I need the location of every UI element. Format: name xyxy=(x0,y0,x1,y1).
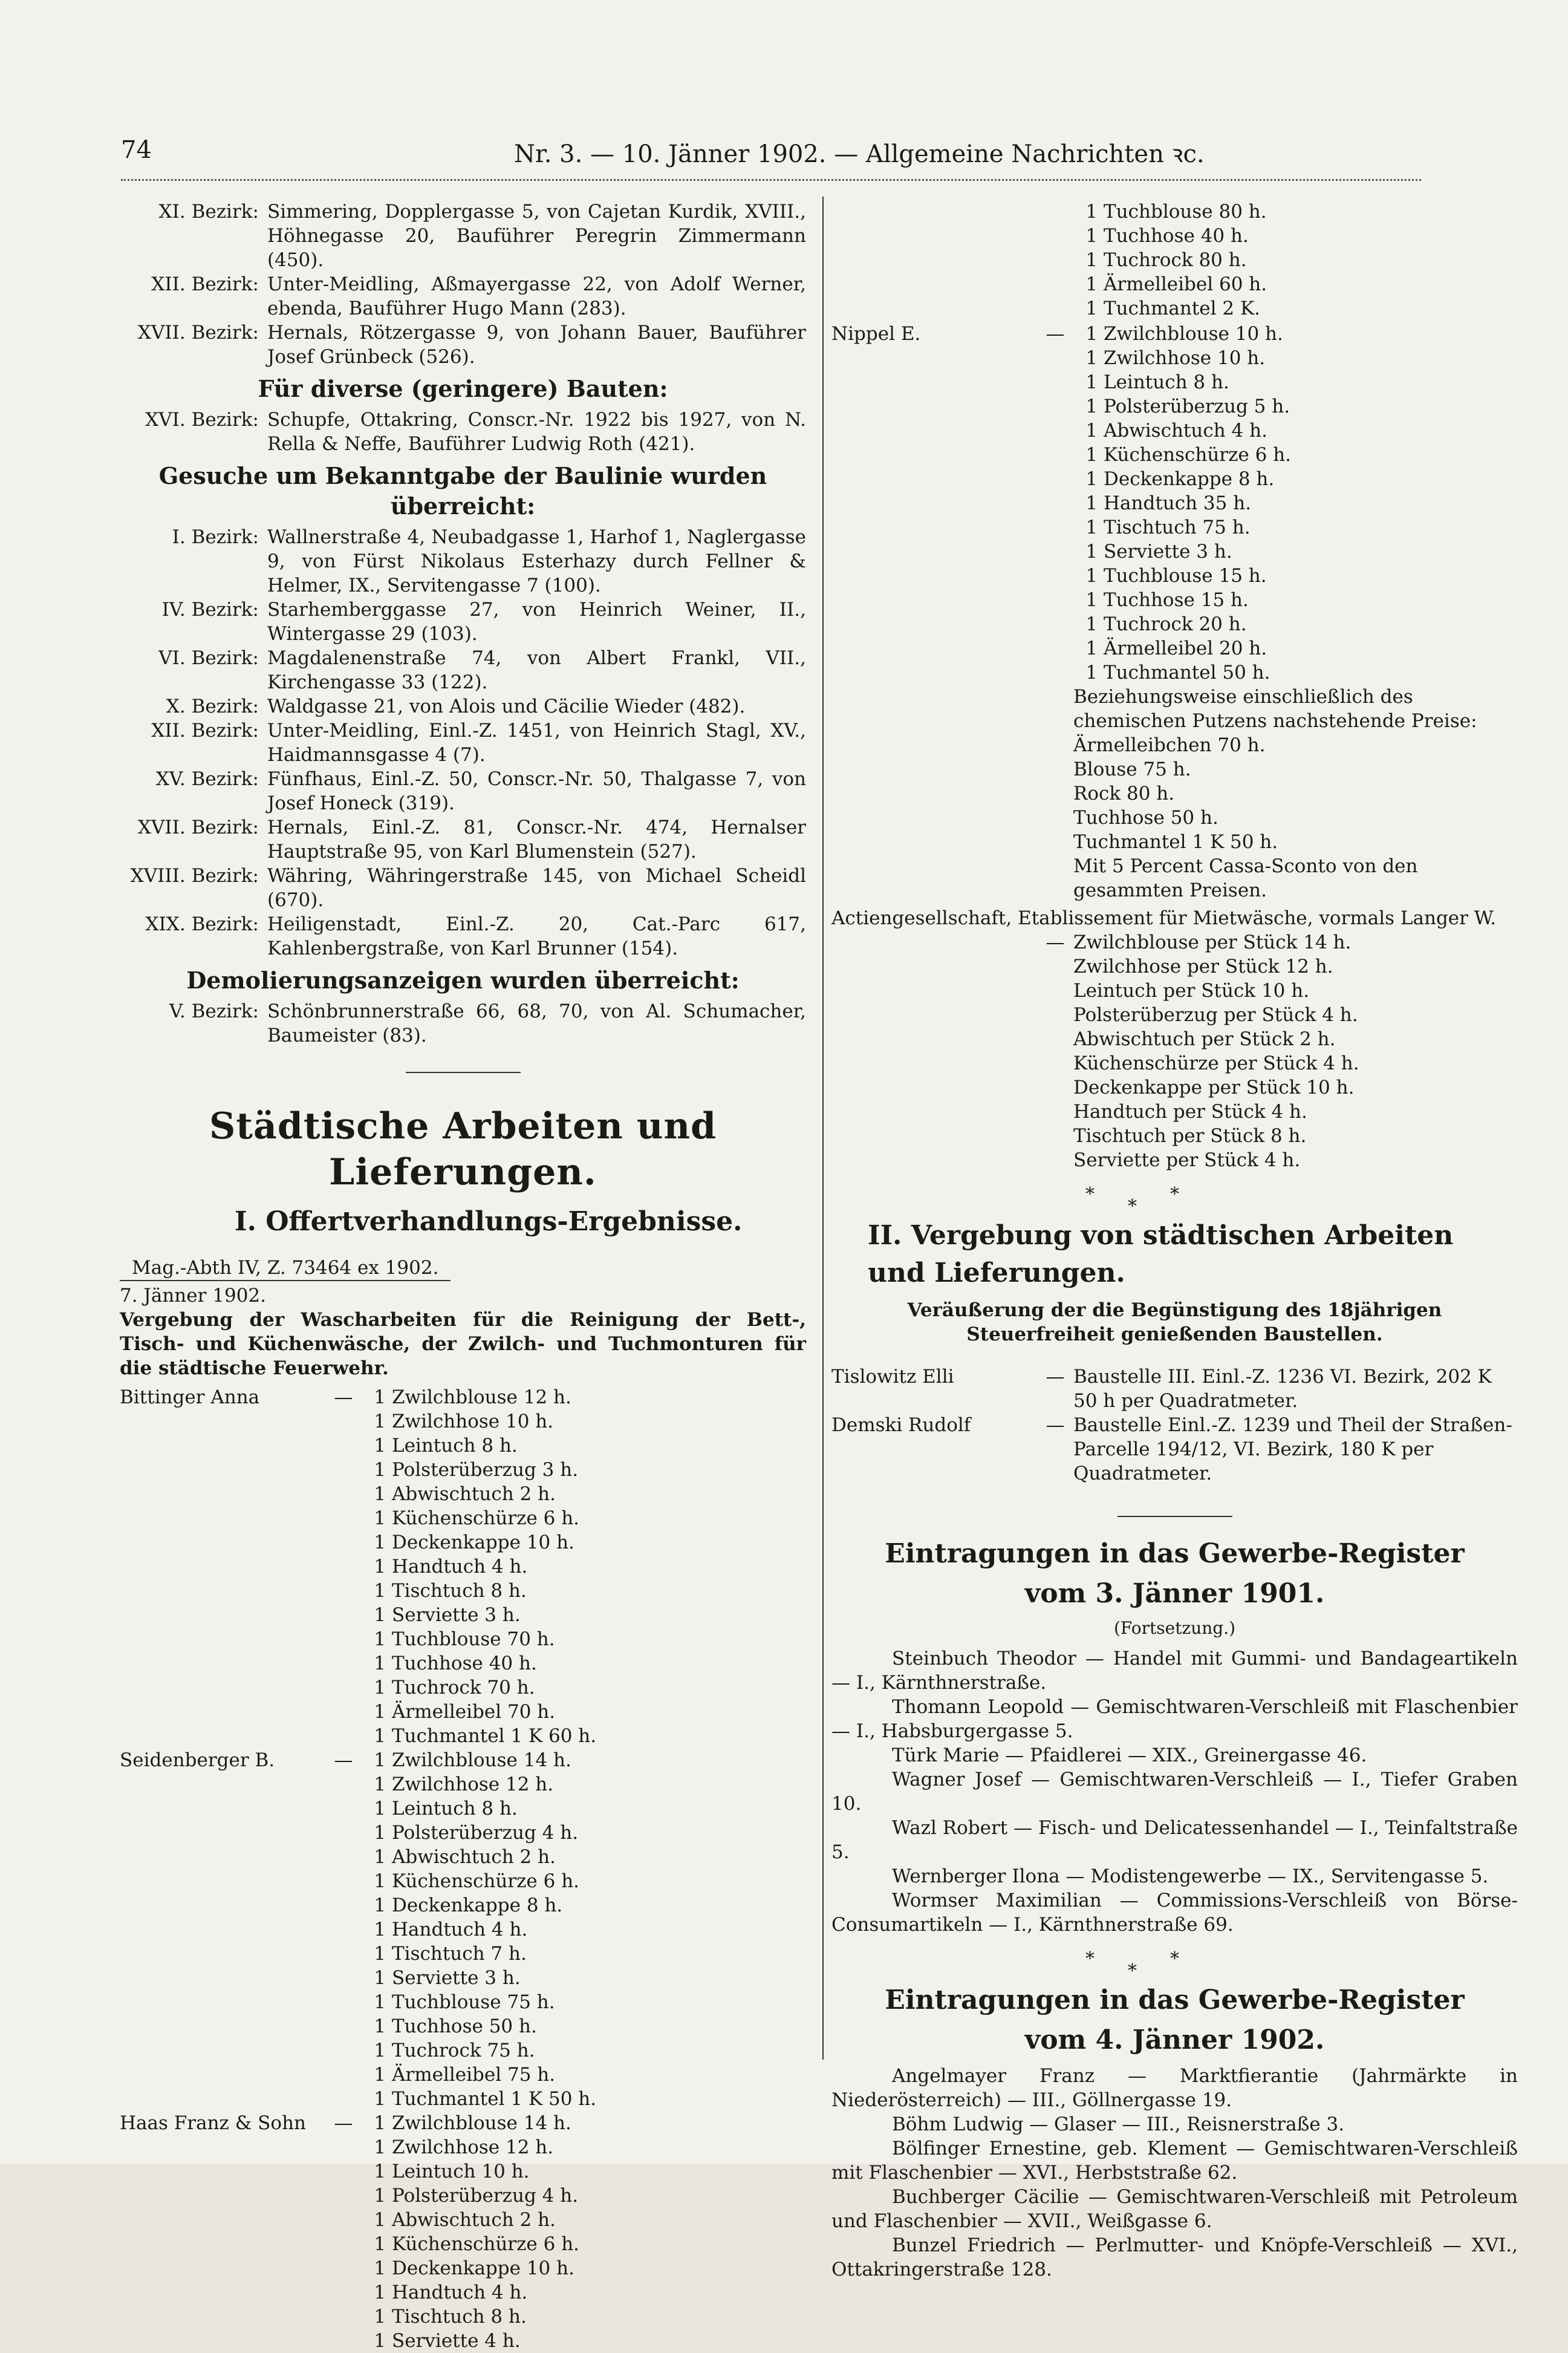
price-row: Bittinger Anna — 1 Zwilchblouse 12 h. xyxy=(120,1385,806,1409)
bauten-list xyxy=(120,200,806,369)
price-row: Nippel E. — 1 Zwilchblouse 10 h. xyxy=(831,322,1518,346)
price-row: 1 Tuchblouse 75 h. xyxy=(120,1990,806,2014)
price-item: Tuchblouse 70 h. xyxy=(392,1628,555,1650)
vendor-name xyxy=(120,1676,325,1700)
price-row: 1 Tuchblouse 80 h. xyxy=(831,200,1518,224)
price-row: Zwilchhose per Stück 12 h. xyxy=(1073,956,1333,977)
price-row: Seidenberger B. — 1 Zwilchblouse 14 h. xyxy=(120,1748,806,1772)
register-date: vom 3. Jänner 1901. xyxy=(1024,1578,1325,1609)
vendor-name xyxy=(120,1821,325,1845)
nippel-extra-prices xyxy=(831,685,1518,902)
price-item: Handtuch 4 h. xyxy=(392,1556,528,1578)
vendor-name xyxy=(120,1458,325,1482)
vendor-name xyxy=(120,2329,325,2353)
price-note: Beziehungsweise einschließlich des chemischen Putzens nachstehende Preise: xyxy=(1073,686,1477,732)
bezirk-entry: IV. Bezirk: Starhemberggasse 27, von Heinrich Weiner, II., Wintergasse 29 (103). xyxy=(161,599,806,645)
price-row: Polsterüberzug per Stück 4 h. xyxy=(1073,1004,1358,1026)
price-item: Ärmelleibel 20 h. xyxy=(1104,638,1267,659)
price-item: Handtuch 4 h. xyxy=(392,2282,528,2303)
price-item: Deckenkappe 10 h. xyxy=(392,2257,574,2279)
section-heading: Für diverse (geringere) Bauten: xyxy=(258,375,668,402)
price-item: Deckenkappe 8 h. xyxy=(1104,468,1275,490)
sale-entry: Demski Rudolf — Baustelle Einl.-Z. 1239 und Theil der Straßen-Parcelle 194/12, VI. Bezirk, 180 K per Quadratmeter. xyxy=(831,1414,1512,1484)
price-item: Ärmelleibel 75 h. xyxy=(392,2064,556,2086)
price-item: Leintuch 8 h. xyxy=(392,1798,518,1819)
price-row: 1 Tischtuch 75 h. xyxy=(831,515,1518,540)
price-item: Tuchblouse 80 h. xyxy=(1104,201,1267,223)
price-row: 1 Tuchmantel 2 K. xyxy=(831,296,1518,321)
price-row: 1 Tuchrock 75 h. xyxy=(120,2038,806,2063)
price-row: 1 Abwischtuch 2 h. xyxy=(120,1482,806,1506)
register-entry: Bunzel Friedrich — Perlmutter- und Knöpfe-Verschleiß — XVI., Ottakringerstraße 128. xyxy=(831,2234,1518,2280)
vendor-name xyxy=(120,1555,325,1579)
price-row: Tischtuch per Stück 8 h. xyxy=(1073,1125,1307,1147)
vendor-name xyxy=(120,1603,325,1627)
price-item: Tuchmantel 1 K 50 h. xyxy=(392,2088,597,2110)
vendor-name xyxy=(120,1627,325,1651)
price-item: Polsterüberzug 4 h. xyxy=(392,2185,579,2207)
price-row: 1 Deckenkappe 10 h. xyxy=(120,2256,806,2280)
price-row: 1 Tuchrock 80 h. xyxy=(831,248,1518,272)
price-item: Tuchhose 15 h. xyxy=(1104,589,1249,611)
vendor-name xyxy=(831,224,1037,248)
bezirk-entry: X. Bezirk: Waldgasse 21, von Alois und Cäcilie Wieder (482). xyxy=(166,696,746,717)
price-row: 1 Abwischtuch 2 h. xyxy=(120,1845,806,1869)
vendor-name xyxy=(120,2087,325,2111)
price-row: Küchenschürze per Stück 4 h. xyxy=(1073,1052,1359,1074)
price-row: 1 Deckenkappe 8 h. xyxy=(120,1893,806,1917)
vendor-name xyxy=(120,1990,325,2014)
register-entry: Wormser Maximilian — Commissions-Verschleiß von Börse-Consumartikeln — I., Kärnthnerstraße 69. xyxy=(831,1890,1518,1936)
register-entries xyxy=(831,1646,1518,1937)
price-item: Tuchrock 80 h. xyxy=(1104,249,1247,271)
main-title: Städtische Arbeiten und Lieferungen. xyxy=(209,1105,717,1193)
vendor-name xyxy=(120,2184,325,2208)
price-row: 1 Küchenschürze 6 h. xyxy=(120,1869,806,1893)
section-title: II. Vergebung von städtischen Arbeiten und Lieferungen. xyxy=(868,1220,1454,1288)
vendor-name xyxy=(831,588,1037,612)
price-item: Leintuch 8 h. xyxy=(392,1435,518,1457)
price-item: Leintuch 8 h. xyxy=(1104,371,1229,393)
price-item: Zwilchblouse 10 h. xyxy=(1104,323,1283,345)
vendor-name xyxy=(120,1579,325,1603)
bezirk-entry: XII. Bezirk: Unter-Meidling, Aßmayergasse 22, von Adolf Werner, ebenda, Bauführer Hugo Mann (283). xyxy=(151,273,806,319)
section-subtitle: Veräußerung der die Begünstigung des 18jährigen Steuerfreiheit genießenden Baustellen. xyxy=(907,1299,1442,1345)
register-entries xyxy=(831,2064,1518,2282)
left-column xyxy=(120,200,806,2353)
price-row: 1 Zwilchhose 12 h. xyxy=(120,2135,806,2159)
vendor-name xyxy=(831,612,1037,636)
vendor-name: Actiengesellschaft, Etablissement für Mietwäsche, vormals Langer W. xyxy=(831,907,1497,929)
price-row: Leintuch per Stück 10 h. xyxy=(1073,980,1310,1002)
price-row: 1 Tischtuch 8 h. xyxy=(120,1579,806,1603)
price-item: Serviette 4 h. xyxy=(392,2330,521,2352)
vendor-name xyxy=(120,1530,325,1555)
price-row: 1 Polsterüberzug 5 h. xyxy=(831,394,1518,419)
price-item: Tischtuch 75 h. xyxy=(1104,517,1251,538)
section-stars: * * * xyxy=(1085,1184,1179,1217)
vendor-name xyxy=(120,2159,325,2184)
price-row: 1 Tuchblouse 70 h. xyxy=(120,1627,806,1651)
vendor-name: Nippel E. xyxy=(831,323,921,345)
vendor-name: Seidenberger B. xyxy=(120,1749,275,1771)
price-item: Tuchrock 70 h. xyxy=(392,1677,535,1699)
price-item: Tuchhose 40 h. xyxy=(392,1653,537,1674)
price-item: Küchenschürze 6 h. xyxy=(392,1870,580,1892)
vendor-name xyxy=(831,661,1037,685)
price-row: 1 Serviette 3 h. xyxy=(120,1603,806,1627)
price-row: 1 Ärmelleibel 20 h. xyxy=(831,636,1518,661)
vendor-price-lists xyxy=(120,1385,806,2353)
price-row: 1 Abwischtuch 4 h. xyxy=(831,419,1518,443)
price-row: 1 Leintuch 10 h. xyxy=(120,2159,806,2184)
price-row: 1 Ärmelleibel 75 h. xyxy=(120,2063,806,2087)
vendor-name xyxy=(120,1772,325,1797)
price-item: Leintuch 10 h. xyxy=(392,2161,530,2182)
price-row: 1 Tuchblouse 15 h. xyxy=(831,564,1518,588)
vendor-name xyxy=(120,2038,325,2063)
vendor-name xyxy=(831,564,1037,588)
price-row: Haas Franz & Sohn — 1 Zwilchblouse 14 h. xyxy=(120,2111,806,2135)
right-column xyxy=(831,200,1518,2282)
price-row: 1 Leintuch 8 h. xyxy=(120,1797,806,1821)
register-title: Eintragungen in das Gewerbe-Register xyxy=(885,1985,1465,2015)
price-item: Küchenschürze 6 h. xyxy=(1104,444,1292,466)
price-item: Abwischtuch 2 h. xyxy=(392,1483,556,1505)
register-entry: Thomann Leopold — Gemischtwaren-Verschleiß mit Flaschenbier — I., Habsburgergasse 5. xyxy=(831,1696,1518,1742)
price-item: Zwilchblouse 14 h. xyxy=(392,2112,571,2134)
vendor-name: Bittinger Anna xyxy=(120,1386,260,1408)
register-entry: Buchberger Cäcilie — Gemischtwaren-Verschleiß mit Petroleum und Flaschenbier — XVII., Weißgasse 6. xyxy=(831,2186,1518,2232)
price-item: Zwilchhose 12 h. xyxy=(392,1774,554,1795)
price-item: Handtuch 4 h. xyxy=(392,1919,528,1940)
price-row: 1 Tuchhose 40 h. xyxy=(120,1651,806,1676)
vendor-name xyxy=(831,515,1037,540)
continued-price-list xyxy=(831,200,1518,321)
vendor-name xyxy=(831,272,1037,296)
vendor-name xyxy=(120,1917,325,1942)
price-row: 1 Ärmelleibel 70 h. xyxy=(120,1700,806,1724)
register-entry: Türk Marie — Pfaidlerei — XIX., Greinergasse 46. xyxy=(892,1744,1367,1766)
price-item: Serviette 3 h. xyxy=(1104,541,1232,563)
vendor-name: Haas Franz & Sohn xyxy=(120,2112,307,2134)
price-item: Zwilchblouse 14 h. xyxy=(392,1749,571,1771)
bezirk-entry: XII. Bezirk: Unter-Meidling, Einl.-Z. 1451, von Heinrich Stagl, XV., Haidmannsgasse 4 (7). xyxy=(151,720,806,766)
price-item: Tischtuch 8 h. xyxy=(392,2306,527,2328)
vendor-name xyxy=(120,1434,325,1458)
price-row: 1 Handtuch 4 h. xyxy=(120,2280,806,2305)
price-row: Serviette per Stück 4 h. xyxy=(1073,1149,1301,1171)
price-row: — Zwilchblouse per Stück 14 h. xyxy=(1046,932,1352,953)
vendor-name xyxy=(831,636,1037,661)
price-row: 1 Zwilchhose 10 h. xyxy=(120,1409,806,1434)
vendor-name xyxy=(120,2232,325,2256)
vendor-name xyxy=(831,370,1037,394)
register-entry: Wagner Josef — Gemischtwaren-Verschleiß — I., Tiefer Graben 10. xyxy=(831,1769,1518,1815)
vendor-name xyxy=(831,394,1037,419)
vendor-name xyxy=(120,1966,325,1990)
price-row: 1 Deckenkappe 10 h. xyxy=(120,1530,806,1555)
actien-price-list xyxy=(831,930,1518,1172)
vendor-name xyxy=(831,467,1037,491)
price-row: 1 Polsterüberzug 3 h. xyxy=(120,1458,806,1482)
bezirk-entry: XVII. Bezirk: Hernals, Einl.-Z. 81, Conscr.-Nr. 474, Hernalser Hauptstraße 95, von Karl Blumenstein (527). xyxy=(137,817,806,863)
price-row: 1 Abwischtuch 2 h. xyxy=(120,2208,806,2232)
vendor-name xyxy=(120,1797,325,1821)
price-item: Tuchhose 50 h. xyxy=(392,2015,537,2037)
continuation-note: (Fortsetzung.) xyxy=(1113,1618,1236,1638)
price-item: Serviette 3 h. xyxy=(392,1967,521,1989)
price-item: Küchenschürze 6 h. xyxy=(392,2233,580,2255)
vendor-name xyxy=(831,296,1037,321)
price-row: 1 Tuchrock 20 h. xyxy=(831,612,1518,636)
price-item: Zwilchhose 10 h. xyxy=(1104,347,1266,369)
price-row: 1 Deckenkappe 8 h. xyxy=(831,467,1518,491)
price-row: 1 Handtuch 4 h. xyxy=(120,1917,806,1942)
page-number: 74 xyxy=(121,136,152,164)
vendor-name xyxy=(120,1506,325,1530)
price-item: Tuchblouse 75 h. xyxy=(392,1991,555,2013)
header-rule xyxy=(121,179,1421,181)
price-row: 1 Serviette 3 h. xyxy=(120,1966,806,1990)
price-item: Tuchhose 40 h. xyxy=(1104,225,1249,247)
price-row: Rock 80 h. xyxy=(1073,783,1175,804)
price-row: Tuchhose 50 h. xyxy=(1073,807,1218,829)
baustellen-list xyxy=(831,1365,1518,1486)
divider xyxy=(406,1072,521,1073)
price-item: Ärmelleibel 70 h. xyxy=(392,1701,556,1723)
price-item: Abwischtuch 2 h. xyxy=(392,2209,556,2231)
register-entry: Angelmayer Franz — Marktfierantie (Jahrmärkte in Niederösterreich) — III., Göllnergasse 19. xyxy=(831,2065,1518,2111)
bezirk-entry: V. Bezirk: Schönbrunnerstraße 66, 68, 70, von Al. Schumacher, Baumeister (83). xyxy=(169,1000,806,1046)
vendor-name xyxy=(831,248,1037,272)
vendor-name xyxy=(831,346,1037,370)
vendor-name xyxy=(120,2135,325,2159)
price-item: Küchenschürze 6 h. xyxy=(392,1507,580,1529)
price-item: Serviette 3 h. xyxy=(392,1604,521,1626)
price-row: 1 Leintuch 8 h. xyxy=(120,1434,806,1458)
vendor-name xyxy=(831,419,1037,443)
section-heading: Gesuche um Bekanntgabe der Baulinie wurden überreicht: xyxy=(158,462,767,520)
price-row: 1 Serviette 4 h. xyxy=(120,2329,806,2353)
vendor-name xyxy=(120,1482,325,1506)
bezirk-entry: VI. Bezirk: Magdalenenstraße 74, von Albert Frankl, VII., Kirchengasse 33 (122). xyxy=(158,647,806,693)
vendor-name xyxy=(120,2014,325,2038)
bezirk-entry: XVI. Bezirk: Schupfe, Ottakring, Conscr.-Nr. 1922 bis 1927, von N. Rella & Neffe, Bauführer Ludwig Roth (421). xyxy=(145,409,806,455)
register-entry: Bölfinger Ernestine, geb. Klement — Gemischtwaren-Verschleiß mit Flaschenbier — XVI., Herbststraße 62. xyxy=(831,2138,1518,2184)
price-item: Ärmelleibel 60 h. xyxy=(1104,273,1267,295)
price-row: 1 Tuchmantel 50 h. xyxy=(831,661,1518,685)
bezirk-entry: XV. Bezirk: Fünfhaus, Einl.-Z. 50, Conscr.-Nr. 50, Thalgasse 7, von Josef Honeck (319). xyxy=(155,768,806,814)
price-item: Tuchmantel 1 K 60 h. xyxy=(392,1725,597,1747)
reference-line: Mag.-Abth IV, Z. 73464 ex 1902. xyxy=(120,1256,451,1281)
vendor-name xyxy=(120,1942,325,1966)
price-row: Mit 5 Percent Cassa-Sconto von den gesammten Preisen. xyxy=(1073,855,1418,901)
price-row: 1 Tuchhose 40 h. xyxy=(831,224,1518,248)
price-row: Blouse 75 h. xyxy=(1073,759,1191,780)
vendor-name xyxy=(831,491,1037,515)
price-item: Deckenkappe 8 h. xyxy=(392,1894,563,1916)
vendor-name xyxy=(120,2305,325,2329)
price-row: 1 Leintuch 8 h. xyxy=(831,370,1518,394)
price-row: 1 Handtuch 4 h. xyxy=(120,1555,806,1579)
register-entry: Wazl Robert — Fisch- und Delicatessenhandel — I., Teinfaltstraße 5. xyxy=(831,1817,1518,1863)
section-stars: * * * xyxy=(1085,1948,1179,1982)
section-heading: Demolierungsanzeigen wurden überreicht: xyxy=(186,967,740,994)
vendor-name xyxy=(831,200,1037,224)
price-item: Tuchblouse 15 h. xyxy=(1104,565,1267,587)
sale-entry: Tislowitz Elli — Baustelle III. Einl.-Z. 1236 VI. Bezirk, 202 K 50 h per Quadratmeter. xyxy=(831,1366,1492,1412)
price-item: Polsterüberzug 5 h. xyxy=(1104,396,1290,417)
column-divider xyxy=(822,197,824,2060)
price-row: 1 Küchenschürze 6 h. xyxy=(831,443,1518,467)
bezirk-entry: I. Bezirk: Wallnerstraße 4, Neubadgasse 1, Harhof 1, Naglergasse 9, von Fürst Nikolaus Esterhazy durch Fellner & Helmer, IX., Servitengasse 7 (100). xyxy=(172,526,806,596)
price-item: Tuchmantel 2 K. xyxy=(1104,298,1260,319)
price-item: Tuchmantel 50 h. xyxy=(1104,662,1270,684)
running-header: Nr. 3. — 10. Jänner 1902. — Allgemeine Nachrichten ꝛc. xyxy=(514,140,1205,168)
price-item: Zwilchhose 12 h. xyxy=(392,2136,554,2158)
vendor-name xyxy=(120,2256,325,2280)
vendor-name xyxy=(120,2063,325,2087)
price-item: Tischtuch 7 h. xyxy=(392,1943,527,1965)
price-item: Tuchrock 20 h. xyxy=(1104,613,1247,635)
vendor-name xyxy=(120,1651,325,1676)
vendor-name xyxy=(120,2208,325,2232)
register-entry: Böhm Ludwig — Glaser — III., Reisnerstraße 3. xyxy=(892,2113,1345,2135)
vendor-name xyxy=(831,443,1037,467)
price-row: 1 Tuchrock 70 h. xyxy=(120,1676,806,1700)
price-item: Zwilchblouse 12 h. xyxy=(392,1386,571,1408)
vendor-name xyxy=(120,1845,325,1869)
price-row: Tuchmantel 1 K 50 h. xyxy=(1073,831,1278,853)
price-row: 1 Handtuch 35 h. xyxy=(831,491,1518,515)
bezirk-entry: XVII. Bezirk: Hernals, Rötzergasse 9, von Johann Bauer, Bauführer Josef Grünbeck (526). xyxy=(137,322,806,368)
price-item: Polsterüberzug 4 h. xyxy=(392,1822,579,1844)
price-row: 1 Polsterüberzug 4 h. xyxy=(120,1821,806,1845)
price-row: 1 Küchenschürze 6 h. xyxy=(120,1506,806,1530)
vendor-name xyxy=(120,1869,325,1893)
price-row: Abwischtuch per Stück 2 h. xyxy=(1073,1028,1336,1050)
register-entry: Wernberger Ilona — Modistengewerbe — IX., Servitengasse 5. xyxy=(892,1865,1489,1887)
price-row: Deckenkappe per Stück 10 h. xyxy=(1073,1077,1355,1098)
vendor-nippel xyxy=(831,322,1518,685)
register-entry: Steinbuch Theodor — Handel mit Gummi- und Bandageartikeln — I., Kärnthnerstraße. xyxy=(831,1648,1518,1694)
bezirk-entry: XIX. Bezirk: Heiligenstadt, Einl.-Z. 20, Cat.-Parc 617, Kahlenbergstraße, von Karl Brunner (154). xyxy=(145,913,806,959)
price-row: 1 Serviette 3 h. xyxy=(831,540,1518,564)
price-row: 1 Tuchhose 15 h. xyxy=(831,588,1518,612)
sub-title: I. Offertverhandlungs-Ergebnisse. xyxy=(235,1206,743,1237)
price-row: 1 Polsterüberzug 4 h. xyxy=(120,2184,806,2208)
price-item: Abwischtuch 4 h. xyxy=(1104,420,1267,442)
price-row: 1 Küchenschürze 6 h. xyxy=(120,2232,806,2256)
price-row: 1 Tuchmantel 1 K 60 h. xyxy=(120,1724,806,1748)
price-row: 1 Tuchmantel 1 K 50 h. xyxy=(120,2087,806,2111)
bezirk-entry: XI. Bezirk: Simmering, Dopplergasse 5, von Cajetan Kurdik, XVIII., Höhnegasse 20, Bauführer Peregrin Zimmermann (450). xyxy=(158,201,806,271)
vendor-name xyxy=(120,1409,325,1434)
price-item: Zwilchhose 10 h. xyxy=(392,1411,554,1432)
divider xyxy=(1117,1516,1232,1517)
baulinie-list xyxy=(120,525,806,961)
price-row: 1 Ärmelleibel 60 h. xyxy=(831,272,1518,296)
register-date: vom 4. Jänner 1902. xyxy=(1024,2025,1325,2055)
price-item: Tischtuch 8 h. xyxy=(392,1580,527,1602)
vergebung-text: Vergebung der Wascharbeiten für die Reinigung der Bett-, Tisch- und Küchenwäsche, der Zwilch- und Tuchmonturen für die städtische Feuerwehr. xyxy=(120,1309,806,1379)
price-item: Deckenkappe 10 h. xyxy=(392,1532,574,1553)
vendor-name xyxy=(120,1893,325,1917)
price-item: Abwischtuch 2 h. xyxy=(392,1846,556,1868)
price-item: Handtuch 35 h. xyxy=(1104,492,1252,514)
price-row: Handtuch per Stück 4 h. xyxy=(1073,1101,1307,1123)
vendor-name xyxy=(831,540,1037,564)
date-line: 7. Jänner 1902. xyxy=(120,1285,267,1307)
price-row: 1 Tischtuch 7 h. xyxy=(120,1942,806,1966)
price-row: 1 Zwilchhose 12 h. xyxy=(120,1772,806,1797)
price-item: Polsterüberzug 3 h. xyxy=(392,1459,579,1481)
vendor-name xyxy=(120,1700,325,1724)
price-row: 1 Tischtuch 8 h. xyxy=(120,2305,806,2329)
price-row: 1 Tuchhose 50 h. xyxy=(120,2014,806,2038)
register-title: Eintragungen in das Gewerbe-Register xyxy=(885,1538,1465,1569)
vendor-name xyxy=(120,2280,325,2305)
price-row: 1 Zwilchhose 10 h. xyxy=(831,346,1518,370)
price-item: Tuchrock 75 h. xyxy=(392,2040,535,2061)
bezirk-entry: XVIII. Bezirk: Währing, Währingerstraße 145, von Michael Scheidl (670). xyxy=(130,865,806,911)
vendor-name xyxy=(120,1724,325,1748)
price-row: Ärmelleibchen 70 h. xyxy=(1073,734,1266,756)
